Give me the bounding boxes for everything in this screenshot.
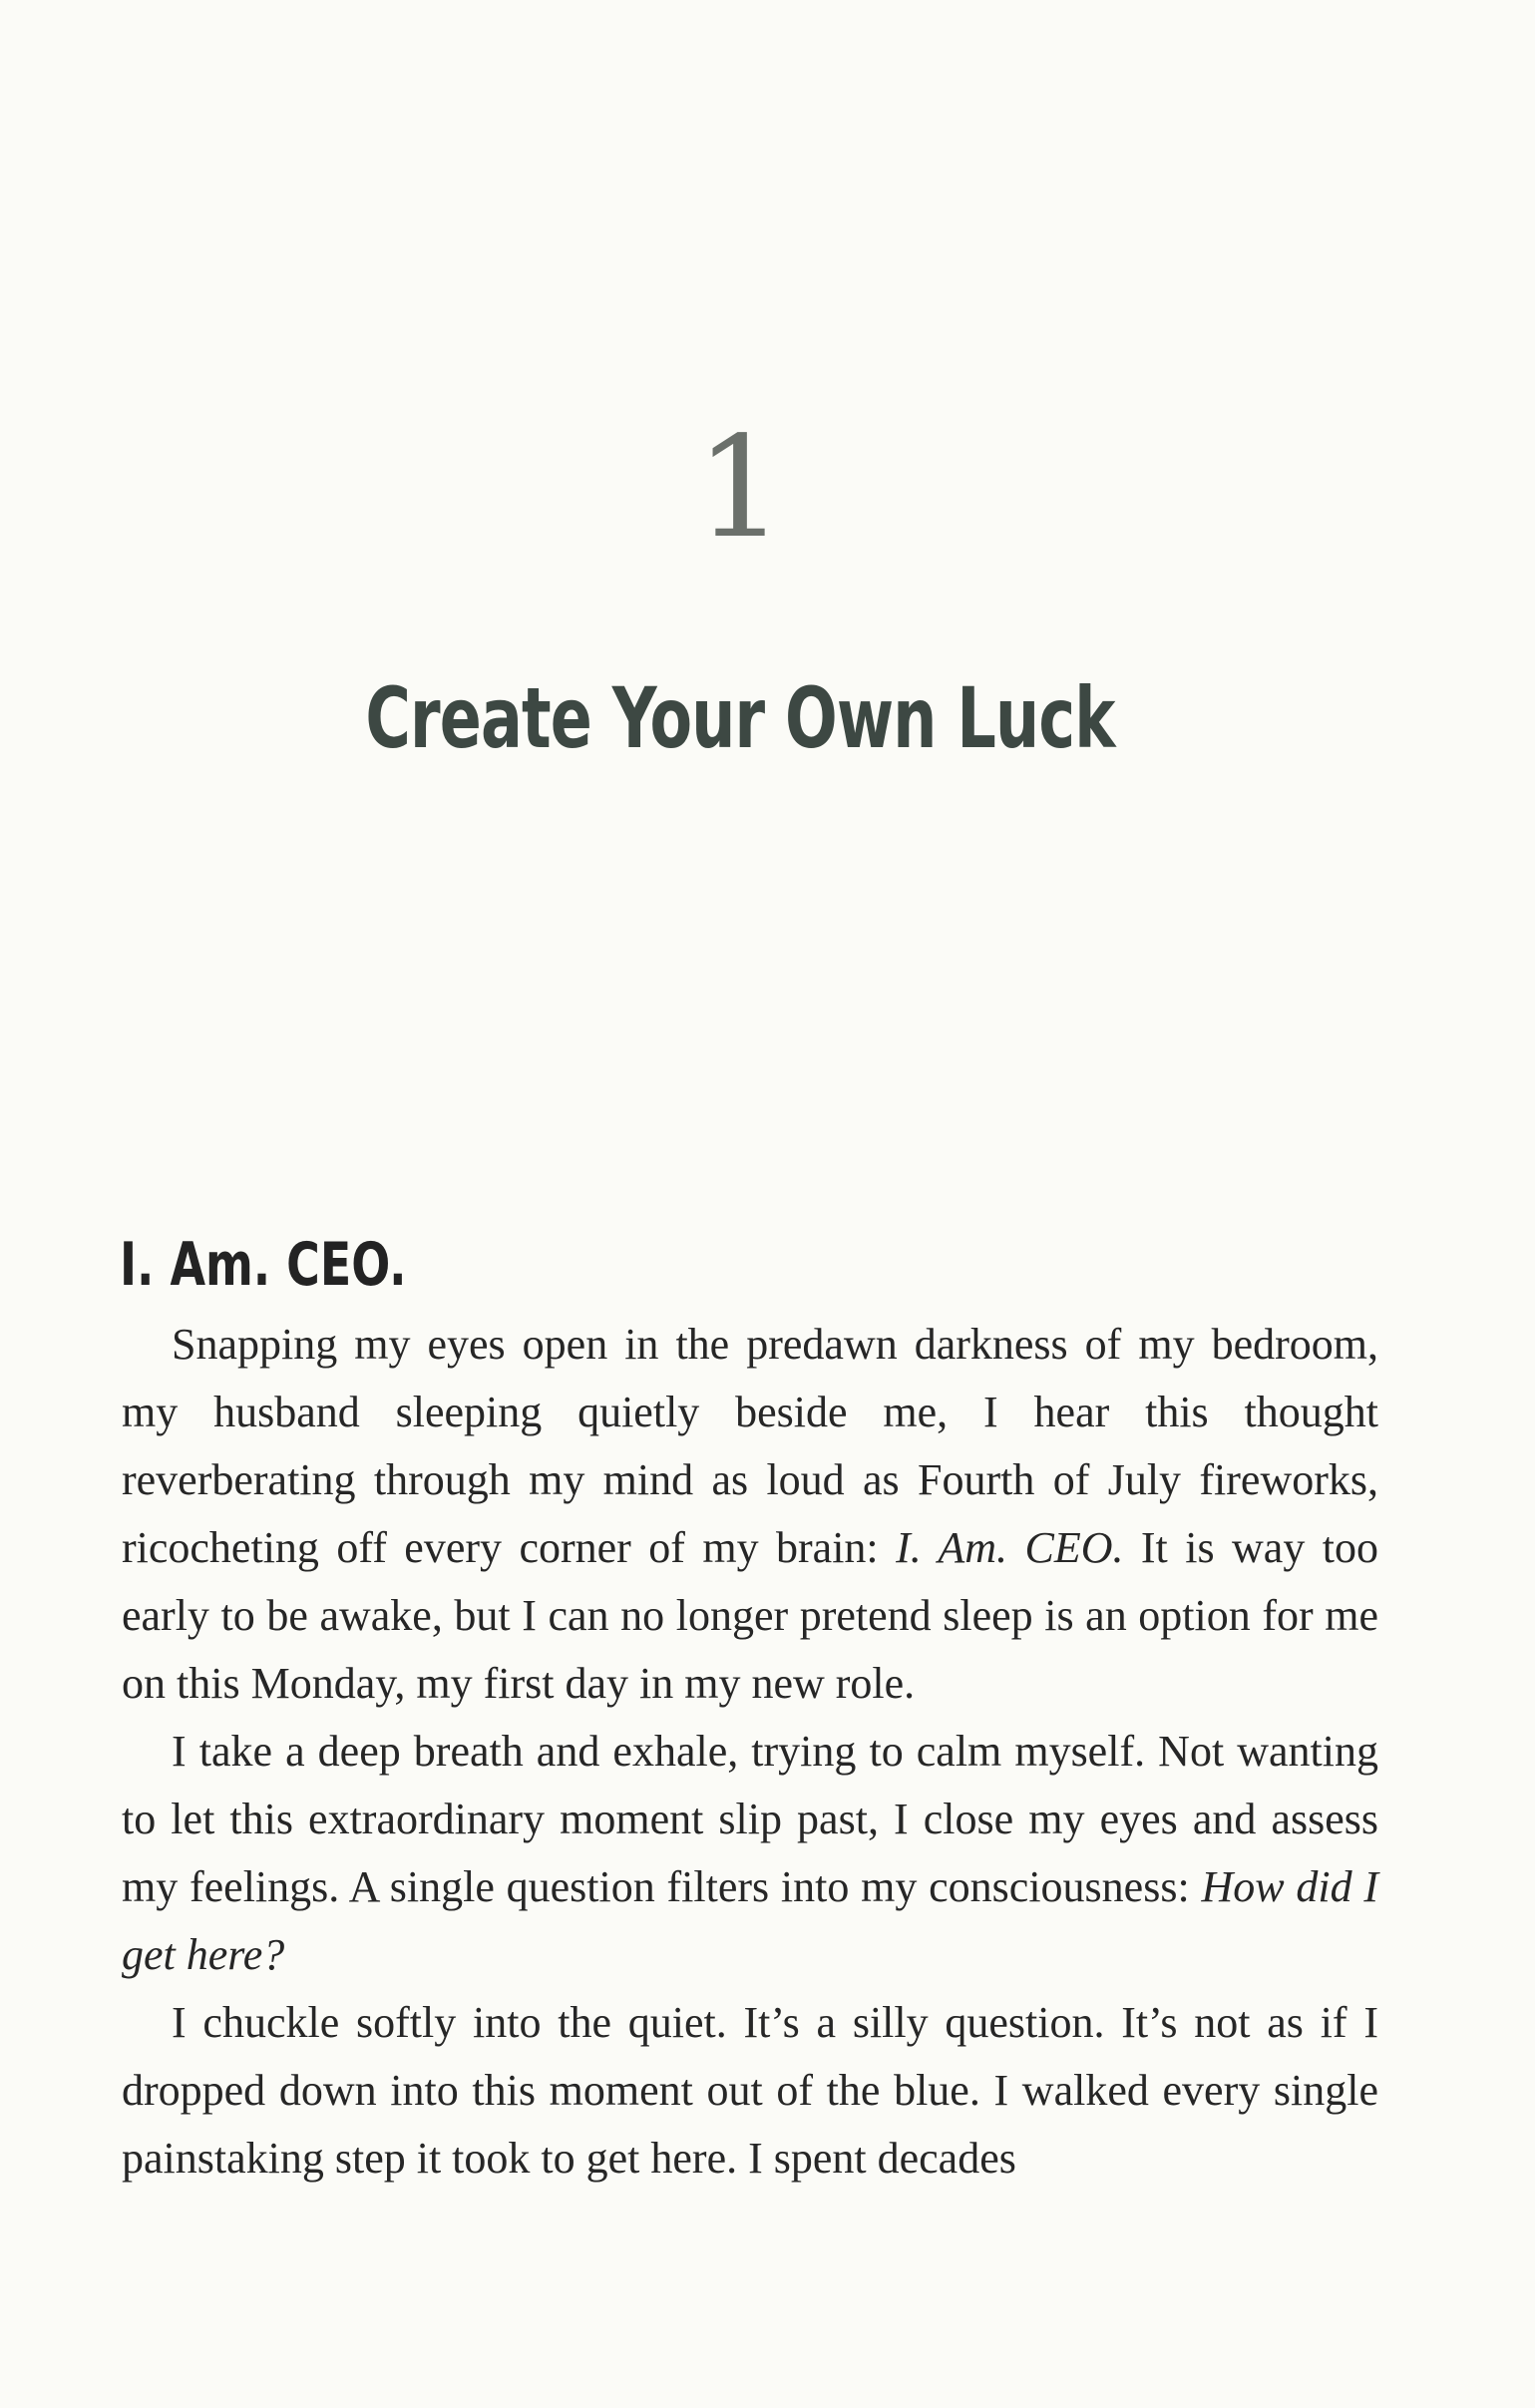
paragraph-1 [122, 1311, 1378, 1718]
chapter-number: 1 [695, 407, 785, 570]
paragraph-2-italic: How did I get here? [122, 1862, 1379, 1979]
paragraph-2 [122, 1718, 1378, 1989]
paragraph-3-text-a: I chuckle softly into the quiet. It’s a silly question. It’s not as if I dropped down into this moment out of the blue. I walked every single painstaking step it took to get here. I spent decades [122, 1998, 1378, 2183]
chapter-title: Create Your Own Luck [365, 669, 1115, 767]
section-heading: I. Am. CEO. [120, 1230, 407, 1300]
body-text [122, 1311, 1378, 2193]
paragraph-3 [122, 1989, 1378, 2193]
paragraph-1-text-b: It is way too early to be awake, but I can no longer pretend sleep is an option for me on this Monday, my first day in my new role. [122, 1523, 1378, 1708]
paragraph-2-text-a: I take a deep breath and exhale, trying to calm myself. Not wanting to let this extraordinary moment slip past, I close my eyes and assess my feelings. A single question filters into my consciousness: [122, 1727, 1378, 1911]
paragraph-1-italic: I. Am. CEO. [896, 1523, 1124, 1572]
paragraph-1-text-a: Snapping my eyes open in the predawn darkness of my bedroom, my husband sleeping quietly beside me, I hear this thought reverberating through my mind as loud as Fourth of July fireworks, ricocheting off every corner of my brain: [122, 1320, 1378, 1572]
